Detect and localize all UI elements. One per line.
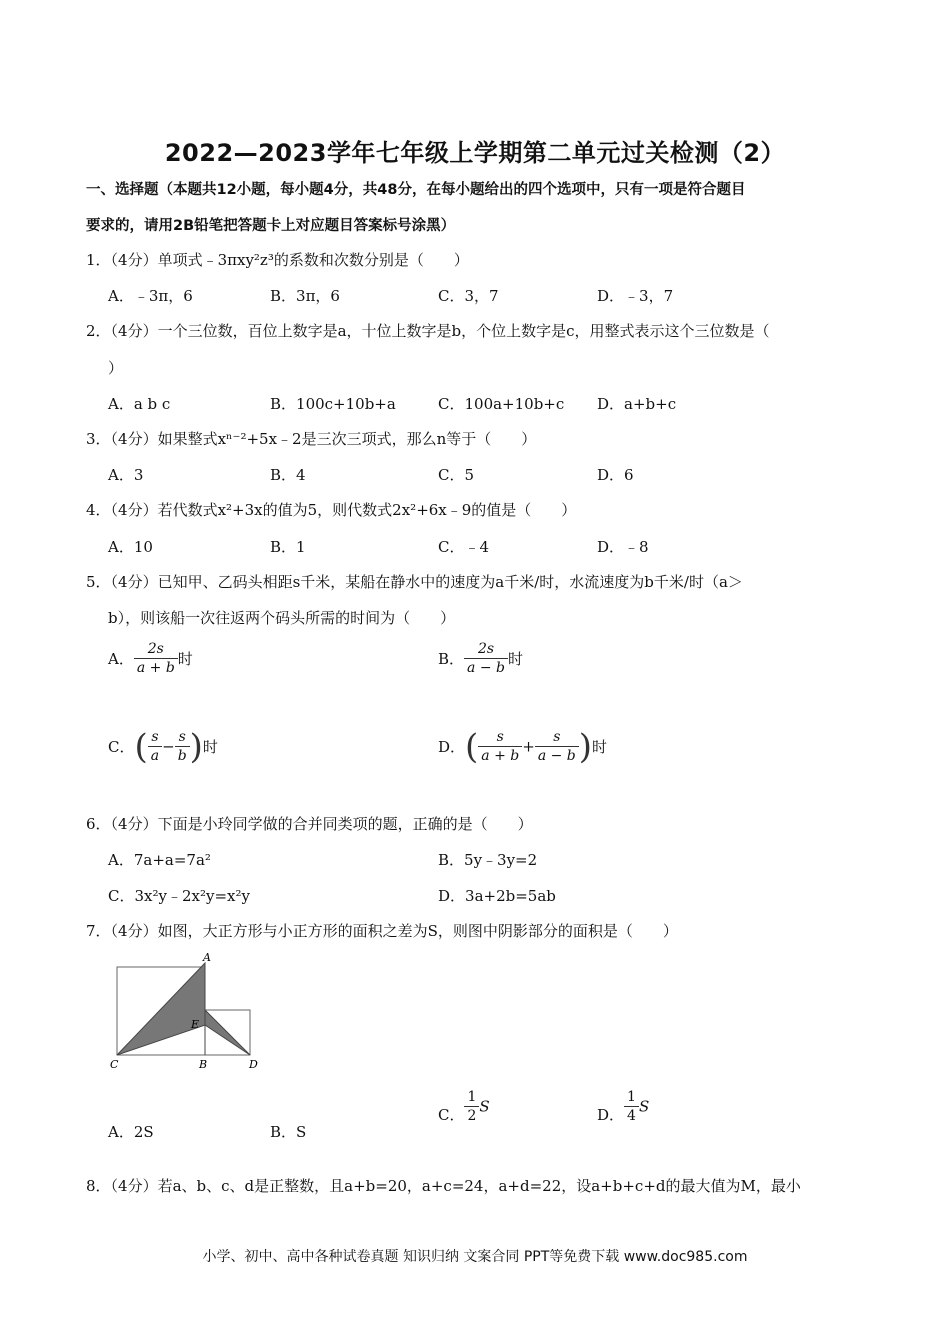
question-3-stem: 3．（4分）如果整式xⁿ⁻²+5x﹣2是三次三项式，那么n等于（ ）: [86, 430, 537, 448]
label-c: C: [110, 1058, 119, 1071]
label-e: E: [191, 1018, 200, 1031]
left-paren: (: [134, 726, 148, 767]
question-3-option-b: B．4: [270, 466, 306, 484]
label-b: B: [199, 1058, 208, 1071]
question-1-stem: 1．（4分）单项式﹣3πxy²z³的系数和次数分别是（ ）: [86, 251, 469, 269]
question-6-stem: 6．（4分）下面是小玲同学做的合并同类项的题，正确的是（ ）: [86, 815, 533, 833]
question-7-stem: 7．（4分）如图，大正方形与小正方形的面积之差为S，则图中阴影部分的面积是（ ）: [86, 922, 678, 940]
question-1-option-d: D．﹣3，7: [597, 287, 674, 305]
squares-figure: [105, 950, 270, 1075]
question-7-option-c: C． $\frac{1}{2}$ S: [438, 1089, 490, 1124]
question-6-option-c: C．3x²y﹣2x²y=x²y: [108, 887, 250, 905]
question-5-option-b: B． $\frac{2s}{a - b}$ 时: [438, 641, 523, 676]
question-4-option-c: C．﹣4: [438, 538, 490, 556]
label-d: D: [249, 1058, 258, 1071]
question-4-option-b: B．1: [270, 538, 306, 556]
question-8-stem: 8．（4分）若a、b、c、d是正整数，且a+b=20，a+c=24，a+d=22，设a+b+c+d的最大值为M，最小: [86, 1177, 801, 1195]
fraction: $\frac{1}{2}$: [464, 1088, 479, 1125]
fraction: $\frac{1}{4}$: [624, 1088, 639, 1125]
fraction: $\frac{2s}{a + b}$: [134, 640, 178, 677]
question-1-option-c: C．3，7: [438, 287, 499, 305]
fraction: $\frac{s}{b}$: [175, 728, 190, 765]
question-2-stem-line1: 2．（4分）一个三位数，百位上数字是a，十位上数字是b，个位上数字是c，用整式表示这个三位数是（: [86, 322, 770, 340]
right-paren: ): [578, 726, 593, 767]
right-paren: ): [189, 726, 203, 767]
question-2-option-b: B．100c+10b+a: [270, 395, 396, 413]
question-3-option-c: C．5: [438, 466, 475, 484]
question-4-stem: 4．（4分）若代数式x²+3x的值为5，则代数式2x²+6x﹣9的值是（ ）: [86, 501, 577, 519]
question-3-option-a: A．3: [108, 466, 144, 484]
question-5-stem-line1: 5．（4分）已知甲、乙码头相距s千米，某船在静水中的速度为a千米/时，水流速度为b千米/时（a＞: [86, 573, 743, 591]
page-title: 2022—2023学年七年级上学期第二单元过关检测（2）: [164, 139, 786, 167]
question-7-option-d: D． $\frac{1}{4}$ S: [597, 1089, 650, 1124]
fraction: $\frac{s}{a - b}$: [535, 728, 579, 765]
question-2-option-c: C．100a+10b+c: [438, 395, 565, 413]
question-3-option-d: D．6: [597, 466, 634, 484]
question-7-option-a: A．2S: [108, 1123, 154, 1141]
fraction: $\frac{s}{a}$: [148, 728, 162, 765]
question-6-option-b: B．5y﹣3y=2: [438, 851, 538, 869]
question-6-option-a: A．7a+a=7a²: [108, 851, 211, 869]
fraction: $\frac{s}{a + b}$: [478, 728, 522, 765]
left-paren: (: [465, 726, 479, 767]
fraction: $\frac{2s}{a - b}$: [464, 640, 508, 677]
question-6-option-d: D．3a+2b=5ab: [438, 887, 556, 905]
page-footer: 小学、初中、高中各种试卷真题 知识归纳 文案合同 PPT等免费下载 www.doc985.com: [202, 1249, 748, 1265]
question-4-option-a: A．10: [108, 538, 153, 556]
section-header-line2: 要求的，请用2B铅笔把答题卡上对应题目答案标号涂黑）: [86, 218, 456, 234]
question-2-stem-line2: ）: [108, 359, 124, 377]
question-5-option-c: C．( $\frac{s}{a}$ − $\frac{s}{b}$ )时: [108, 726, 218, 767]
question-7-option-b: B．S: [270, 1123, 307, 1141]
section-header-line1: 一、选择题（本题共12小题，每小题4分，共48分，在每小题给出的四个选项中，只有一项是符合题目: [86, 182, 746, 198]
question-5-option-a: A． $\frac{2s}{a + b}$ 时: [108, 641, 193, 676]
label-a: A: [203, 951, 211, 964]
shaded-region: [117, 963, 250, 1055]
question-5-stem-line2: b），则该船一次往返两个码头所需的时间为（ ）: [108, 609, 456, 627]
question-5-option-d: D．( $\frac{s}{a + b}$ + $\frac{s}{a - b}$ )时: [438, 726, 608, 767]
question-4-option-d: D．﹣8: [597, 538, 649, 556]
question-1-option-a: A．﹣3π，6: [108, 287, 193, 305]
question-1-option-b: B．3π，6: [270, 287, 340, 305]
question-2-option-d: D．a+b+c: [597, 395, 677, 413]
question-2-option-a: A．a b c: [108, 395, 171, 413]
